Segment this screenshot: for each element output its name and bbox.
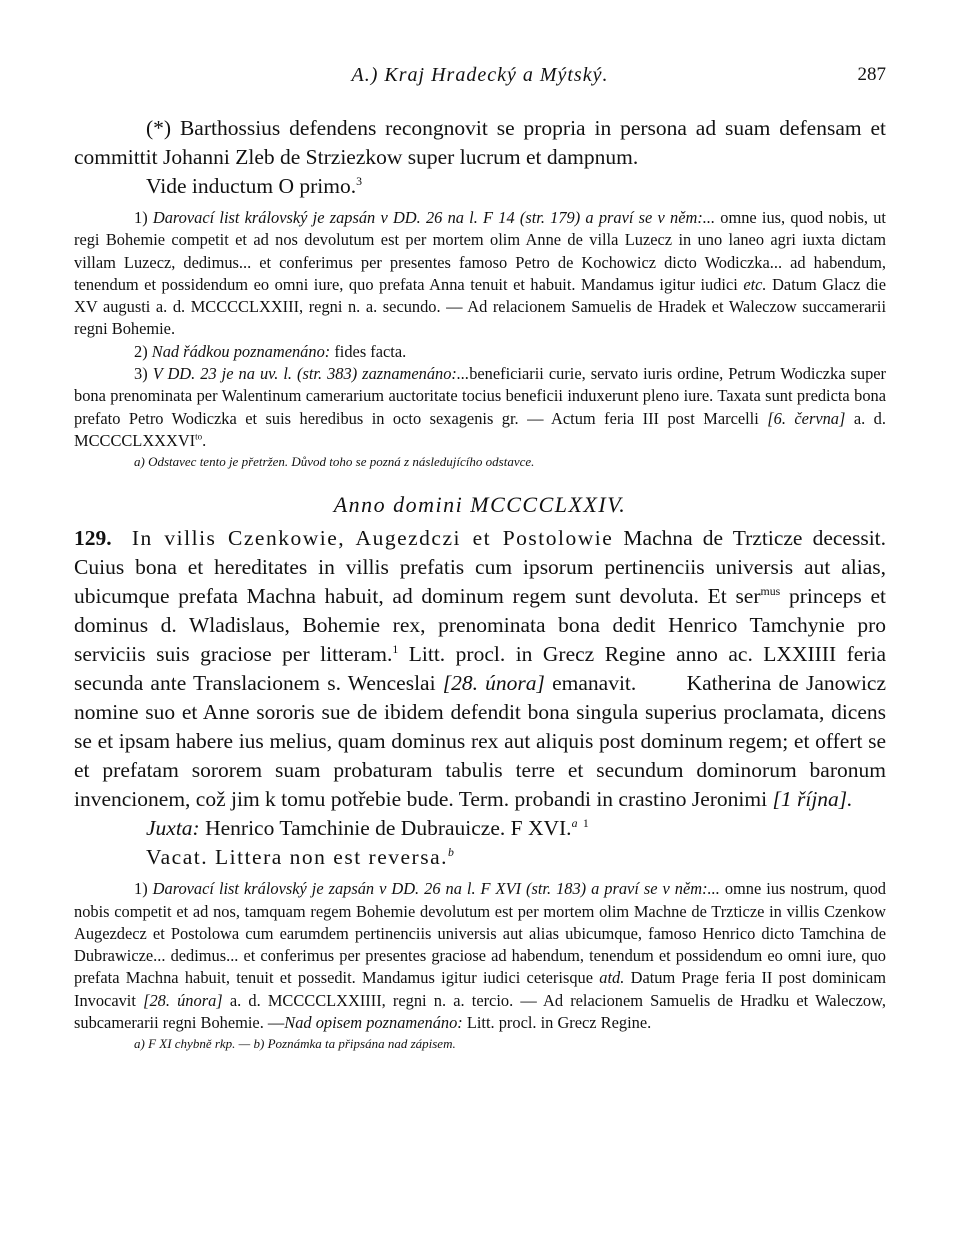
continuation-text: (*) Barthossius defendens recongnovit se propria in persona ad suam defensam et committit Johanni Zleb de Strziezkow super lucrum et dampnum. — [74, 116, 886, 169]
entry-text-5: Katherina de Janowicz nomine suo et Anne sororis sue de ibidem defendit bona singula superius proclamata, dicens se et ipsam habere ius melius, quam dominus rex aut aliquis post dominum regem; et offert se et prefatam sororem suam probaturam tabulis terre et secundum dominorum baronum invencionem, což jim k tomu potřebie bude. Term. probandi in crastino Jeronimi — [74, 671, 887, 812]
footnote-ab: a) F XI chybně rkp. — b) Poznámka ta připsána nad zápisem. — [134, 1036, 456, 1052]
footnote-text: fides facta. — [334, 341, 407, 361]
vacat-line — [74, 843, 886, 872]
footnote-date: [28. února] — [143, 990, 223, 1010]
footnotes-bottom — [74, 878, 886, 1054]
entry-paragraph — [74, 524, 886, 814]
footnote-italic: V DD. 23 je na uv. l. (str. 383) zaznamenáno:... — [152, 364, 470, 384]
continuation-note — [74, 172, 886, 201]
footnote-text: beneficiarii curie, servato iuris ordine, Petrum Wodiczka super bona prenominata per Walentinum camerarium auctoritate tocius beneficii induxerunt pleno iure. Taxata sunt predicta bona prefato Petro Wodiczka et suis heredibus in octo sexagenis gr. — Actum feria III post Marcelli — [74, 364, 887, 428]
page-number: 287 — [857, 64, 886, 85]
entry-date-2: [1 října]. — [772, 787, 853, 812]
entry-date-1: [28. února] — [442, 671, 545, 696]
footnote-text: omne ius nostrum, quod nobis competit et ad nos, tamquam regem Bohemie devolutum est per mortem olim Machne de Trzticze in villis Czenkow Augezdecz et Postolowa cum earumdem pertinenciis universis aut alias ubicumque, famoso Henrico dicto Tamchina de Dubrawicze... dedimus... et conferimus per presentes graciose ad habendum, tenendum et possidendum eo omni iure, quo prefata Machna habuit, tenuit et possedit. Mandamus igitur iudici ceterisque — [74, 879, 886, 988]
vacat-sup-b: b — [448, 845, 456, 860]
entry-text-3: Litt. procl. in Grecz Regine anno ac. LXXIIII feria secunda ante Translacionem s. Wenceslai — [74, 642, 886, 696]
entry-number: 129. — [74, 526, 112, 551]
footnotes-top — [74, 207, 886, 472]
juxta-label: Juxta: — [146, 816, 200, 841]
footnote-end: . — [202, 430, 207, 450]
section-title: Anno domini MCCCCLXXIV. — [333, 492, 627, 518]
footnote-date: [6. června] — [767, 408, 846, 428]
footnote-1b — [74, 878, 886, 1034]
top-paragraph — [74, 114, 886, 201]
entry-spaced-text: In villis Czenkowie, Augezdczi et Postolowie — [131, 526, 614, 551]
footnote-text-3: a. d. MCCCCLXXIIII, regni n. a. tercio. — Ad relacionem Samuelis de Hradku et Waleczow, subcamerarii regni Bohemie. — — [74, 990, 886, 1033]
inductum-text: Vide inductum O primo. — [146, 174, 357, 198]
footnote-italic-2: Nad opisem poznamenáno: — [284, 1013, 463, 1033]
footnote-sup: to — [195, 431, 203, 442]
footnote-1 — [74, 207, 886, 341]
juxta-sup-a: a — [571, 816, 578, 831]
page — [74, 60, 886, 1054]
footnote-mark: 2) — [134, 341, 148, 361]
footnote-atd: atd. — [599, 968, 625, 988]
footnote-mark: 1) — [134, 879, 148, 899]
footnote-3 — [74, 363, 886, 452]
entry-text-1: Machna de Trzticze decessit. Cuius bona et hereditates in villis prefatis cum ipsorum pertinenciis universis aut alias, ubicumque prefata Machna habuit, ad dominum regem sunt devoluta. Et ser — [74, 526, 887, 609]
footnote-text-2: a. d. MCCCCLXXXVI — [74, 408, 886, 450]
juxta-sup-1: 1 — [582, 816, 589, 831]
vacat-text: Vacat. Littera non est reversa. — [146, 845, 448, 870]
footnote-a: a) Odstavec tento je přetržen. Důvod toho se pozná z následujícího odstavce. — [134, 454, 535, 470]
footnote-mark: 1) — [134, 208, 148, 227]
running-header — [74, 60, 886, 90]
footnote-italic: Darovací list královský je zapsán v DD. 26 na l. F 14 (str. 179) a praví se v něm:... — [152, 208, 716, 227]
footnote-2 — [74, 341, 886, 363]
footnote-italic: Darovací list královský je zapsán v DD. 26 na l. F XVI (str. 183) a praví se v něm:... — [152, 879, 720, 899]
footnote-italic: Nad řádkou poznamenáno: — [151, 341, 331, 361]
footnote-text-4: Litt. procl. in Grecz Regine. — [466, 1013, 652, 1033]
footnote-ref-3: 3 — [356, 173, 363, 188]
footnote-text-2: Datum Prage feria II post dominicam Invocavit — [74, 968, 886, 1010]
footnote-text: omne ius, quod nobis, ut regi Bohemie competit et ad nos devolutum est per mortem olim Anne de villa Luzecz in uno laneo agri iuxta dictam villam Luzecz, dedimus... et conferimus per presentes famoso Petro de Kochowicz dicto Wodiczka... ad habendum, tenendum et possidendum eo omni iure, quo prefata Anna tenuit et habuit. Mandamus igitur iudici — [74, 208, 886, 294]
juxta-text: Henrico Tamchinie de Dubrauicze. F XVI. — [205, 816, 572, 841]
footnote-ref-1: 1 — [392, 642, 399, 657]
sup-mus: mus — [760, 584, 781, 599]
footnote-mark: 3) — [134, 364, 148, 384]
entry-text-2: princeps et dominus d. Wladislaus, Bohemie rex, prenominata bona dedit Henrico Tamchynie pro serviciis suis graciose per litteram. — [74, 584, 886, 667]
header-title: A.) Kraj Hradecký a Mýtský. — [351, 64, 609, 86]
footnote-text-2: Datum Glacz die XV augusti a. d. MCCCCLXXIII, regni n. a. secundo. — Ad relacionem Samuelis de Hradek et Waleczow succamerarii regni Bohemie. — [74, 274, 886, 339]
entry-129 — [74, 524, 886, 872]
juxta-line — [74, 814, 886, 843]
footnote-etc: etc. — [743, 274, 767, 294]
entry-text-4: emanavit. — [552, 671, 637, 696]
